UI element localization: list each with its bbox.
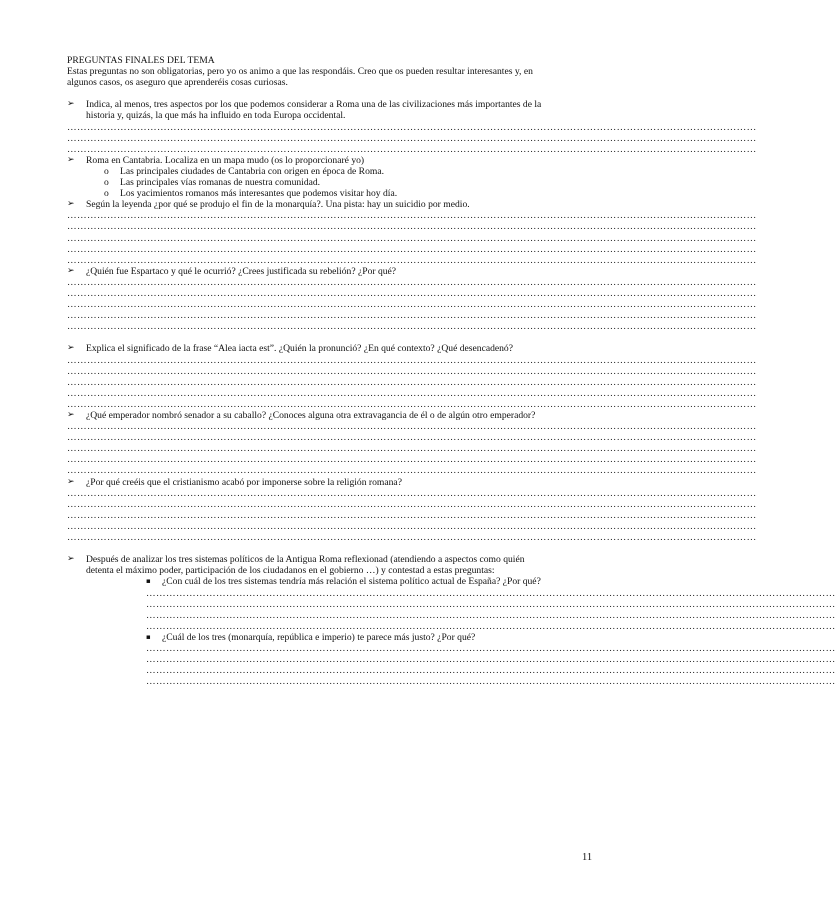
question-8-line-2: detenta el máximo poder, participación de los ciudadanos en el gobierno …) y contestad a estas preguntas: bbox=[86, 565, 495, 577]
question-2-item-text: Las principales ciudades de Cantabria con origen en época de Roma. bbox=[120, 165, 384, 177]
arrow-bullet-icon: ➢ bbox=[67, 410, 75, 420]
answer-line[interactable]: ……………………………………………………………………………………………………………………………………………………………………………………… bbox=[67, 532, 757, 544]
arrow-bullet-icon: ➢ bbox=[67, 154, 75, 165]
answer-line[interactable]: ……………………………………………………………………………………………………………………………………………………………………………………… bbox=[67, 365, 757, 377]
circle-bullet-icon: o bbox=[104, 177, 109, 189]
answer-line[interactable]: ……………………………………………………………………………………………………………………………………………………………………………………… bbox=[67, 465, 757, 477]
intro-line-1: Estas preguntas no son obligatorias, pero yo os animo a que las respondáis. Creo que os pueden resultar interesantes y, en bbox=[67, 66, 533, 78]
answer-line[interactable]: ……………………………………………………………………………………………………………………………………………………………………………………… bbox=[146, 598, 836, 610]
arrow-bullet-icon: ➢ bbox=[67, 99, 75, 110]
question-8-line-1: Después de analizar los tres sistemas políticos de la Antigua Roma reflexionad (atendiendo a aspectos como quién bbox=[86, 554, 525, 566]
question-4-text: ¿Quién fue Espartaco y qué le ocurrió? ¿Crees justificada su rebelión? ¿Por qué? bbox=[86, 265, 397, 277]
answer-line[interactable]: ……………………………………………………………………………………………………………………………………………………………………………………… bbox=[67, 387, 757, 399]
answer-line[interactable]: ……………………………………………………………………………………………………………………………………………………………………………………… bbox=[67, 520, 757, 532]
arrow-bullet-icon: ➢ bbox=[67, 554, 75, 565]
question-6 bbox=[67, 410, 594, 421]
square-bullet-icon: ▪ bbox=[146, 577, 151, 586]
answer-line[interactable]: ……………………………………………………………………………………………………………………………………………………………………………………… bbox=[67, 210, 757, 222]
question-8 bbox=[67, 554, 594, 576]
question-5 bbox=[67, 343, 594, 354]
answer-line[interactable]: ……………………………………………………………………………………………………………………………………………………………………………………… bbox=[67, 498, 757, 510]
page-number: 11 bbox=[582, 852, 593, 863]
question-1 bbox=[67, 99, 594, 121]
answer-line[interactable]: ……………………………………………………………………………………………………………………………………………………………………………………… bbox=[67, 143, 757, 155]
answer-line[interactable]: ……………………………………………………………………………………………………………………………………………………………………………………… bbox=[67, 398, 757, 410]
answer-line[interactable]: ……………………………………………………………………………………………………………………………………………………………………………………… bbox=[67, 443, 757, 455]
question-2-text: Roma en Cantabria. Localiza en un mapa mudo (os lo proporcionaré yo) bbox=[86, 154, 365, 166]
question-1-line-2: historia y, quizás, la que más ha influido en toda Europa occidental. bbox=[86, 110, 346, 122]
question-2 bbox=[67, 155, 594, 166]
question-2-item bbox=[67, 177, 594, 188]
question-7 bbox=[67, 477, 594, 488]
answer-line[interactable]: ……………………………………………………………………………………………………………………………………………………………………………………… bbox=[67, 421, 757, 433]
question-4 bbox=[67, 266, 594, 277]
answer-line[interactable]: ……………………………………………………………………………………………………………………………………………………………………………………… bbox=[67, 132, 757, 144]
answer-line[interactable]: ……………………………………………………………………………………………………………………………………………………………………………………… bbox=[146, 676, 836, 688]
answer-line[interactable]: ……………………………………………………………………………………………………………………………………………………………………………………… bbox=[67, 232, 757, 244]
answer-line[interactable]: ……………………………………………………………………………………………………………………………………………………………………………………… bbox=[67, 432, 757, 444]
answer-line[interactable]: ……………………………………………………………………………………………………………………………………………………………………………………… bbox=[67, 299, 757, 311]
answer-line[interactable]: ……………………………………………………………………………………………………………………………………………………………………………………… bbox=[146, 654, 836, 666]
answer-line[interactable]: ……………………………………………………………………………………………………………………………………………………………………………………… bbox=[146, 620, 836, 632]
question-2-item-text: Las principales vías romanas de nuestra comunidad. bbox=[120, 177, 321, 189]
answer-line[interactable]: ……………………………………………………………………………………………………………………………………………………………………………………… bbox=[67, 221, 757, 233]
question-2-item-text: Los yacimientos romanos más interesantes que podemos visitar hoy día. bbox=[120, 188, 398, 200]
arrow-bullet-icon: ➢ bbox=[67, 476, 75, 487]
answer-line[interactable]: ……………………………………………………………………………………………………………………………………………………………………………………… bbox=[67, 354, 757, 366]
answer-line[interactable]: ……………………………………………………………………………………………………………………………………………………………………………………… bbox=[146, 642, 836, 654]
question-8-sub-2-text: ¿Cuál de los tres (monarquía, república e imperio) te parece más justo? ¿Por qué? bbox=[162, 631, 476, 643]
answer-line[interactable]: ……………………………………………………………………………………………………………………………………………………………………………………… bbox=[146, 665, 836, 677]
question-2-item bbox=[67, 188, 594, 199]
answer-line[interactable]: ……………………………………………………………………………………………………………………………………………………………………………………… bbox=[67, 509, 757, 521]
question-8-sub-1-text: ¿Con cuál de los tres sistemas tendría más relación el sistema político actual de España? ¿Por qué? bbox=[162, 576, 541, 588]
question-7-text: ¿Por qué creéis que el cristianismo acabó por imponerse sobre la religión romana? bbox=[86, 476, 402, 488]
answer-line[interactable]: ……………………………………………………………………………………………………………………………………………………………………………………… bbox=[67, 276, 757, 288]
question-5-text: Explica el significado de la frase “Alea iacta est”. ¿Quién la pronunció? ¿En qué contexto? ¿Qué desencadenó? bbox=[86, 343, 513, 355]
answer-line[interactable]: ……………………………………………………………………………………………………………………………………………………………………………………… bbox=[67, 487, 757, 499]
answer-line[interactable]: ……………………………………………………………………………………………………………………………………………………………………………………… bbox=[146, 609, 836, 621]
arrow-bullet-icon: ➢ bbox=[67, 199, 75, 210]
answer-line[interactable]: ……………………………………………………………………………………………………………………………………………………………………………………… bbox=[67, 243, 757, 255]
answer-line[interactable]: ……………………………………………………………………………………………………………………………………………………………………………………… bbox=[146, 587, 836, 599]
question-8-sub-1 bbox=[67, 576, 594, 587]
answer-line[interactable]: ……………………………………………………………………………………………………………………………………………………………………………………… bbox=[67, 321, 757, 333]
answer-line[interactable]: ……………………………………………………………………………………………………………………………………………………………………………………… bbox=[67, 454, 757, 466]
arrow-bullet-icon: ➢ bbox=[67, 265, 75, 276]
circle-bullet-icon: o bbox=[104, 188, 109, 200]
answer-line[interactable]: ……………………………………………………………………………………………………………………………………………………………………………………… bbox=[67, 254, 757, 266]
arrow-bullet-icon: ➢ bbox=[67, 343, 75, 354]
worksheet bbox=[67, 55, 836, 688]
answer-line[interactable]: ……………………………………………………………………………………………………………………………………………………………………………………… bbox=[67, 121, 757, 133]
answer-line[interactable]: ……………………………………………………………………………………………………………………………………………………………………………………… bbox=[67, 310, 757, 322]
square-bullet-icon: ▪ bbox=[146, 632, 151, 641]
answer-line[interactable]: ……………………………………………………………………………………………………………………………………………………………………………………… bbox=[67, 376, 757, 388]
circle-bullet-icon: o bbox=[104, 165, 109, 177]
question-8-sub-2 bbox=[67, 632, 594, 643]
question-2-item bbox=[67, 166, 594, 177]
question-6-text: ¿Qué emperador nombró senador a su caballo? ¿Conoces alguna otra extravagancia de él o de algún otro emperador? bbox=[86, 410, 536, 421]
answer-line[interactable]: ……………………………………………………………………………………………………………………………………………………………………………………… bbox=[67, 287, 757, 299]
question-3-text: Según la leyenda ¿por qué se produjo el fin de la monarquía?. Una pista: hay un suicidio por medio. bbox=[86, 199, 470, 211]
intro-line-2: algunos casos, os aseguro que aprenderéis cosas curiosas. bbox=[67, 77, 288, 89]
question-3 bbox=[67, 199, 594, 210]
page-title: PREGUNTAS FINALES DEL TEMA bbox=[67, 55, 215, 66]
question-1-line-1: Indica, al menos, tres aspectos por los que podemos considerar a Roma una de las civilizaciones más importantes de la bbox=[86, 99, 542, 111]
